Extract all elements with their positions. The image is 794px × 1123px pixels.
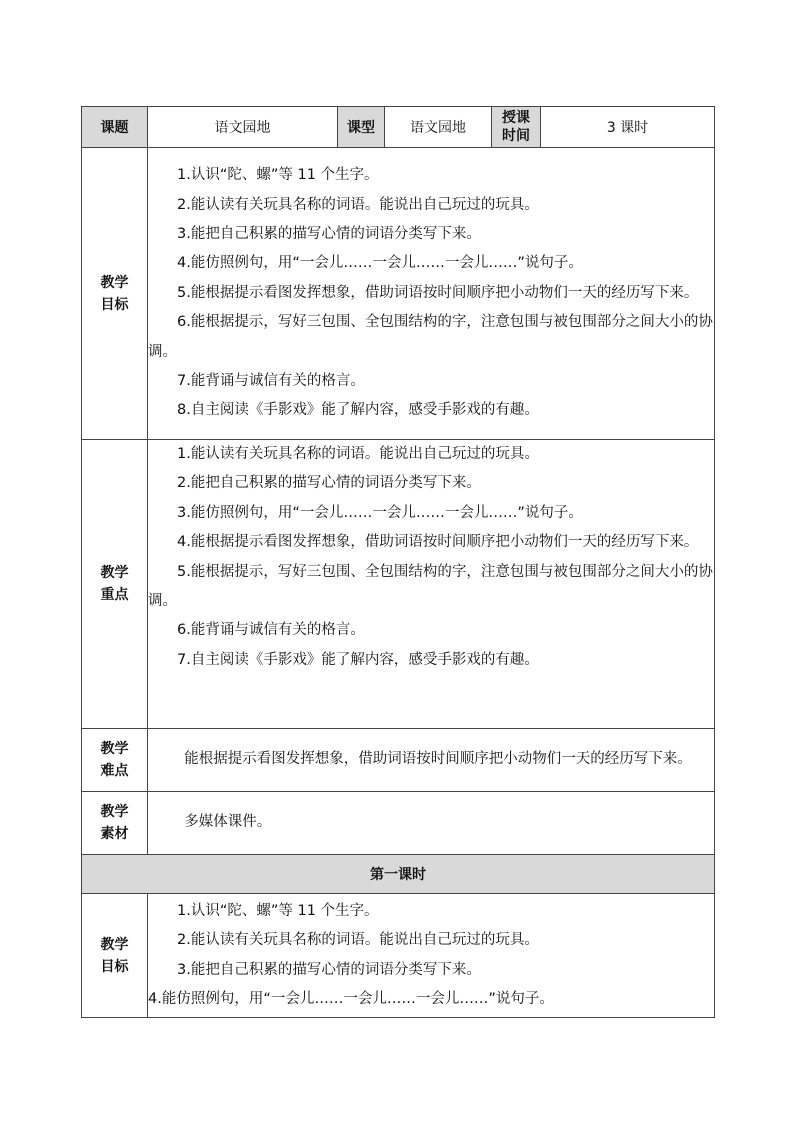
lesson1-goal-item-1: 1.认识“陀、螺”等 11 个生字。 — [177, 902, 379, 919]
materials-row — [82, 792, 715, 855]
time-label-line-1: 授课 — [502, 110, 530, 126]
difficulty-text: 能根据提示看图发挥想象，借助词语按时间顺序把小动物们一天的经历写下来。 — [184, 751, 692, 768]
goal-item-4: 4.能仿照例句，用“一会儿……一会儿……一会儿……”说句子。 — [177, 255, 583, 272]
lesson1-goals-label-line-1: 教学 — [100, 936, 129, 953]
lesson1-goals-row — [82, 894, 715, 1018]
lesson1-goal-item-4: 4.能仿照例句，用“一会儿……一会儿……一会儿……”说句子。 — [148, 990, 554, 1007]
focus-row — [82, 440, 715, 729]
lesson-plan-table — [81, 106, 715, 1018]
materials-label-line-1: 教学 — [100, 804, 129, 820]
goals-label-line-1: 教学 — [100, 274, 129, 291]
materials-label-line-2: 素材 — [100, 826, 129, 842]
topic-value: 语文园地 — [148, 107, 338, 148]
goals-content — [148, 148, 715, 440]
goal-item-7: 7.能背诵与诚信有关的格言。 — [177, 373, 365, 390]
time-label-line-2: 时间 — [502, 128, 530, 144]
lesson1-goal-item-3: 3.能把自己积累的描写心情的词语分类写下来。 — [177, 961, 481, 978]
goal-item-2: 2.能认读有关玩具名称的词语。能说出自己玩过的玩具。 — [177, 196, 539, 213]
focus-content — [148, 440, 715, 729]
goals-row — [82, 148, 715, 440]
focus-item-1: 1.能认读有关玩具名称的词语。能说出自己玩过的玩具。 — [177, 446, 539, 462]
goal-item-8: 8.自主阅读《手影戏》能了解内容，感受手影戏的有趣。 — [177, 402, 539, 419]
goal-item-6: 6.能根据提示，写好三包围、全包围结构的字，注意包围与被包围部分之间大小的协调。 — [148, 314, 713, 360]
difficulty-label-line-1: 教学 — [100, 741, 129, 757]
focus-label — [82, 440, 148, 729]
goals-label — [82, 148, 148, 440]
type-value: 语文园地 — [385, 107, 492, 148]
lesson1-goals-label-line-2: 目标 — [100, 958, 129, 975]
topic-label: 课题 — [82, 107, 148, 148]
goal-item-3: 3.能把自己积累的描写心情的词语分类写下来。 — [177, 225, 481, 242]
goal-item-1: 1.认识“陀、螺”等 11 个生字。 — [177, 167, 379, 184]
time-value: 3 课时 — [541, 107, 715, 148]
lesson1-goal-item-2: 2.能认读有关玩具名称的词语。能说出自己玩过的玩具。 — [177, 932, 539, 949]
focus-label-line-2: 重点 — [100, 587, 129, 603]
goal-item-5: 5.能根据提示看图发挥想象，借助词语按时间顺序把小动物们一天的经历写下来。 — [177, 284, 699, 301]
type-label: 课型 — [338, 107, 385, 148]
focus-item-3: 3.能仿照例句，用“一会儿……一会儿……一会儿……”说句子。 — [177, 504, 583, 521]
difficulty-content — [148, 729, 715, 792]
materials-text: 多媒体课件。 — [184, 814, 272, 831]
header-row — [82, 107, 715, 148]
section-row — [82, 855, 715, 894]
time-label — [492, 107, 541, 148]
focus-item-2: 2.能把自己积累的描写心情的词语分类写下来。 — [177, 475, 481, 492]
focus-item-6: 6.能背诵与诚信有关的格言。 — [177, 622, 365, 639]
materials-content — [148, 792, 715, 855]
goals-label-line-2: 目标 — [100, 296, 129, 313]
focus-label-line-1: 教学 — [100, 565, 129, 581]
lesson1-goals-label — [82, 894, 148, 1018]
difficulty-label-line-2: 难点 — [100, 763, 129, 779]
difficulty-row — [82, 729, 715, 792]
focus-item-4: 4.能根据提示看图发挥想象，借助词语按时间顺序把小动物们一天的经历写下来。 — [177, 534, 699, 551]
section-title: 第一课时 — [82, 855, 715, 894]
lesson1-goals-content — [148, 894, 715, 1018]
materials-label — [82, 792, 148, 855]
focus-item-7: 7.自主阅读《手影戏》能了解内容，感受手影戏的有趣。 — [177, 651, 539, 668]
focus-item-5: 5.能根据提示，写好三包围、全包围结构的字，注意包围与被包围部分之间大小的协调。 — [148, 563, 713, 610]
difficulty-label — [82, 729, 148, 792]
